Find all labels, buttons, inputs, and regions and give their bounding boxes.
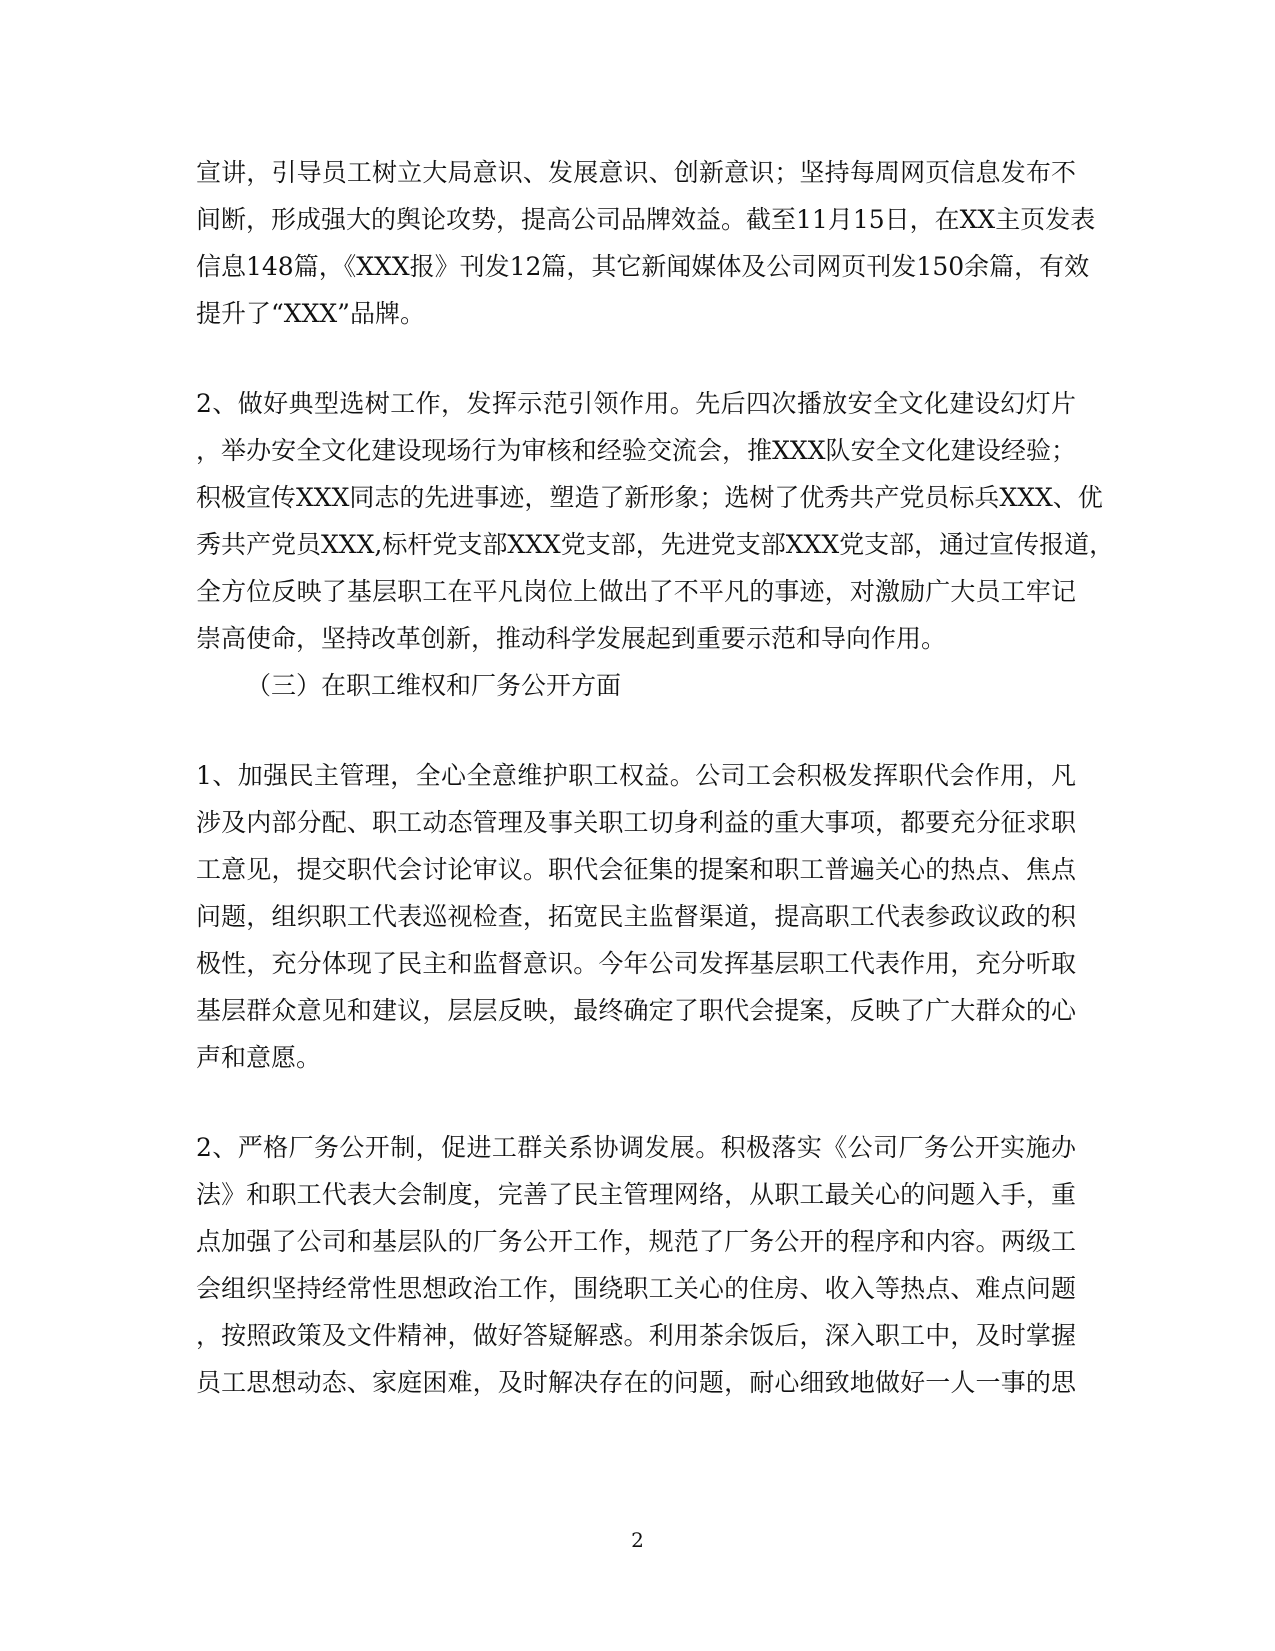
text-line: 信息148篇，《XXX报》刊发12篇，其它新闻媒体及公司网页刊发150余篇，有效 [196,252,1090,281]
text-line: 间断，形成强大的舆论攻势，提高公司品牌效益。截至11月15日，在XX主页发表 [196,205,1096,234]
text-line: 基层群众意见和建议，层层反映，最终确定了职代会提案，反映了广大群众的心 [196,996,1076,1025]
text-line: 全方位反映了基层职工在平凡岗位上做出了不平凡的事迹，对激励广大员工牢记 [196,577,1076,606]
text-line: ，举办安全文化建设现场行为审核和经验交流会，推XXX队安全文化建设经验； [196,436,1076,465]
text-line: 涉及内部分配、职工动态管理及事关职工切身利益的重大事项，都要充分征求职 [196,808,1076,837]
text-line: 会组织坚持经常性思想政治工作，围绕职工关心的住房、收入等热点、难点问题 [196,1274,1076,1303]
text-line: 声和意愿。 [196,1043,322,1072]
text-line: 积极宣传XXX同志的先进事迹，塑造了新形象；选树了优秀共产党员标兵XXX、优 [196,483,1103,512]
text-line: 秀共产党员XXX,标杆党支部XXX党支部，先进党支部XXX党支部，通过宣传报道， [196,530,1115,559]
text-line: 宣讲，引导员工树立大局意识、发展意识、创新意识；坚持每周网页信息发布不 [196,158,1076,187]
text-line: ，按照政策及文件精神，做好答疑解惑。利用茶余饭后，深入职工中，及时掌握 [196,1321,1076,1350]
text-line: 提升了“XXX”品牌。 [196,299,425,328]
text-line: 2、严格厂务公开制，促进工群关系协调发展。积极落实《公司厂务公开实施办 [196,1133,1076,1162]
text-line: 点加强了公司和基层队的厂务公开工作，规范了厂务公开的程序和内容。两级工 [196,1227,1076,1256]
text-line: 问题，组织职工代表巡视检查，拓宽民主监督渠道，提高职工代表参政议政的积 [196,902,1076,931]
text-line: 1、加强民主管理，全心全意维护职工权益。公司工会积极发挥职代会作用，凡 [196,761,1076,790]
text-line: 工意见，提交职代会讨论审议。职代会征集的提案和职工普遍关心的热点、焦点 [196,855,1076,884]
text-line: 员工思想动态、家庭困难，及时解决存在的问题，耐心细致地做好一人一事的思 [196,1368,1076,1397]
text-line: 极性，充分体现了民主和监督意识。今年公司发挥基层职工代表作用，充分听取 [196,949,1076,978]
section-heading: （三）在职工维权和厂务公开方面 [246,671,622,700]
text-line: 2、做好典型选树工作，发挥示范引领作用。先后四次播放安全文化建设幻灯片 [196,389,1076,418]
page-number: 2 [631,1528,644,1552]
text-line: 崇高使命，坚持改革创新，推动科学发展起到重要示范和导向作用。 [196,624,947,653]
text-line: 法》和职工代表大会制度，完善了民主管理网络，从职工最关心的问题入手，重 [196,1180,1076,1209]
